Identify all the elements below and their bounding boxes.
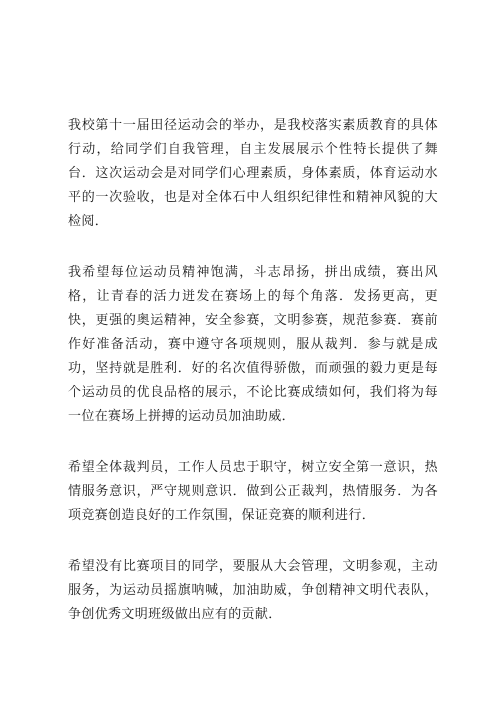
paragraph-2: 我希望每位运动员精神饱满，斗志昂扬，拼出成绩，赛出风格，让青春的活力迸发在赛场上的每个角落．发扬更高，更快，更强的奥运精神，安全参赛，文明参赛，规范参赛．赛前作好准备活动，赛中遵守各项规则，服从裁判．参与就是成功，坚持就是胜利．好的名次值得骄傲，而顽强的毅力更是每个运动员的优良品格的展示，不论比赛成绩如何，我们将为每一位在赛场上拼搏的运动员加油助威． bbox=[68, 265, 438, 424]
paragraph-1: 我校第十一届田径运动会的举办，是我校落实素质教育的具体行动，给同学们自我管理，自主发展展示个性特长提供了舞台．这次运动会是对同学们心理素质，身体素质，体育运动水平的一次验收，也是对全体石中人组织纪律性和精神风貌的大检阅． bbox=[68, 118, 438, 229]
document-body bbox=[68, 114, 438, 627]
paragraph-3: 希望全体裁判员，工作人员忠于职守，树立安全第一意识，热情服务意识，严守规则意识．做到公正裁判，热情服务．为各项竞赛创造良好的工作氛围，保证竞赛的顺利进行． bbox=[68, 460, 438, 523]
paragraph-4: 希望没有比赛项目的同学，要服从大会管理，文明参观，主动服务，为运动员摇旗呐喊，加油助威，争创精神文明代表队，争创优秀文明班级做出应有的贡献． bbox=[68, 559, 438, 622]
